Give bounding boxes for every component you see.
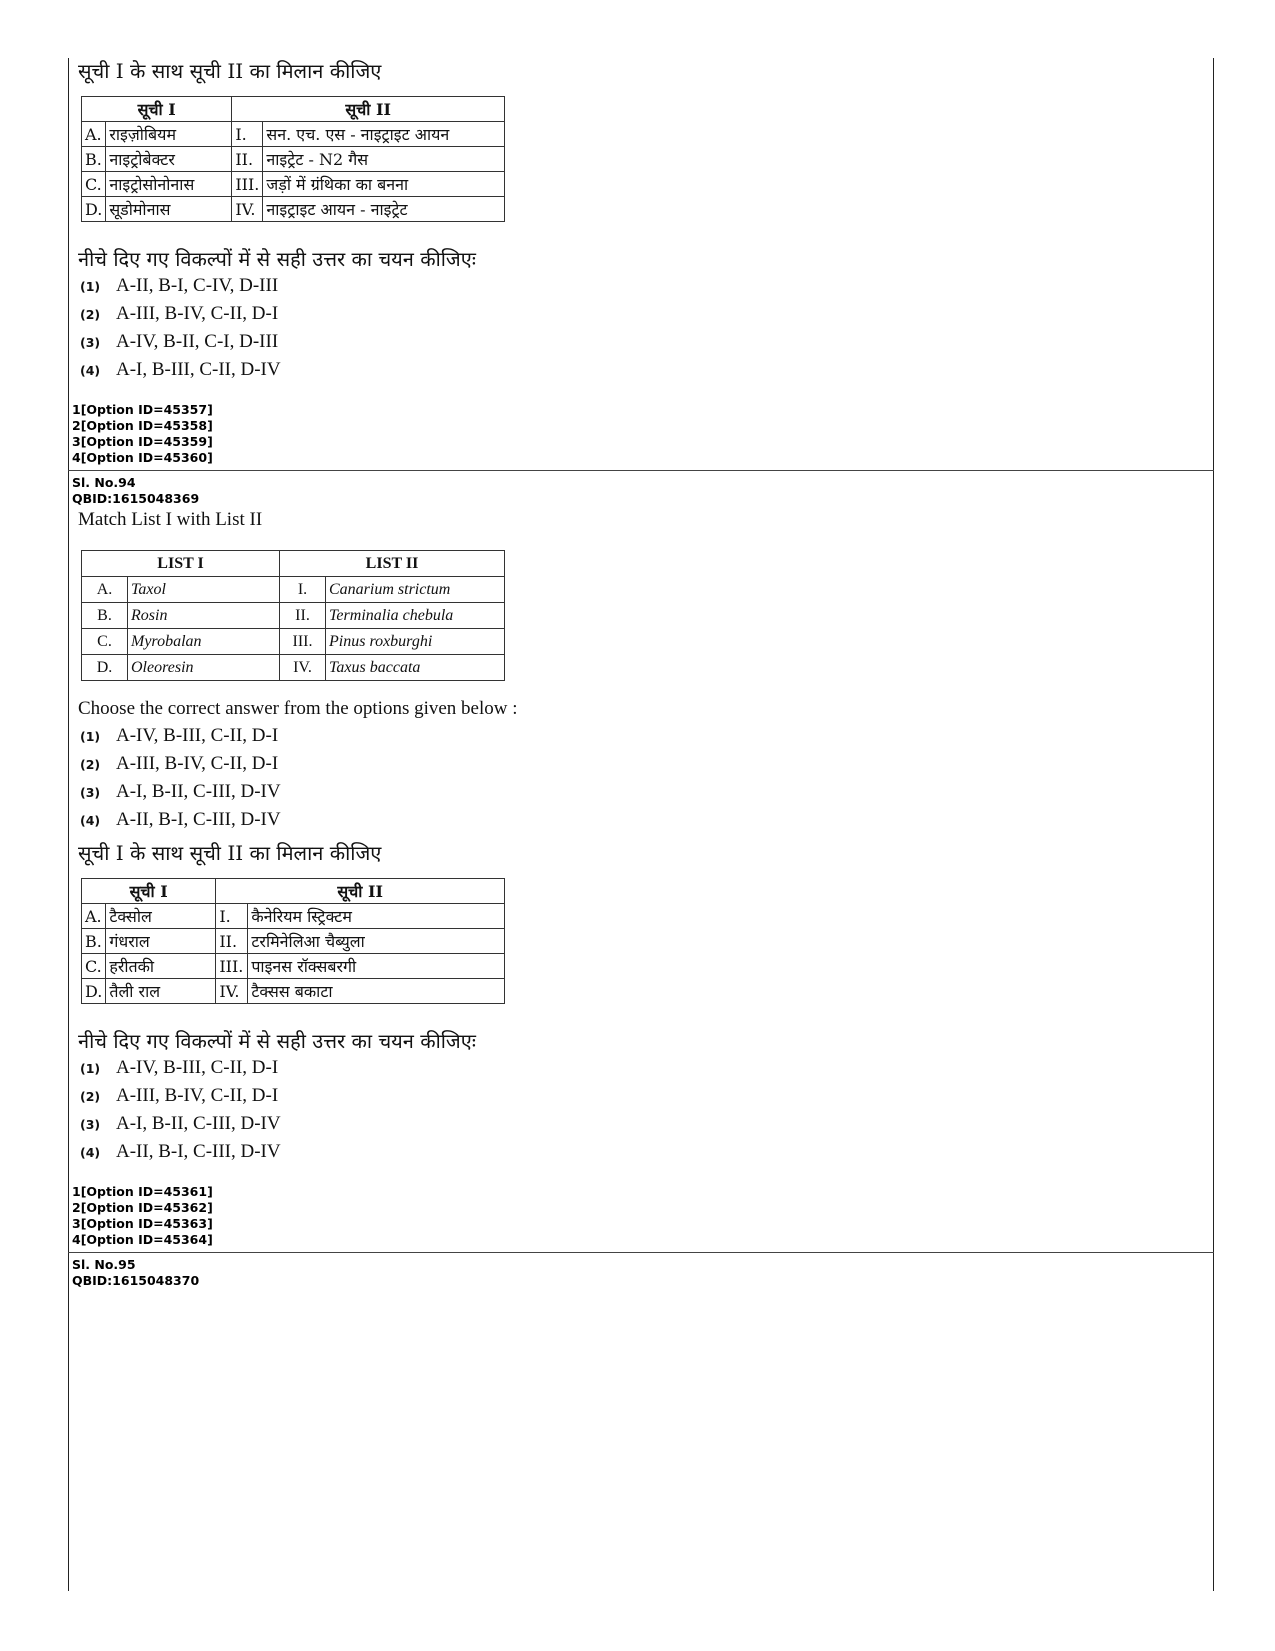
table-row bbox=[82, 655, 505, 681]
option-number: (2) bbox=[80, 756, 101, 772]
table-row bbox=[82, 577, 505, 603]
option-text: A-III, B-IV, C-II, D-I bbox=[116, 1085, 279, 1106]
option-text: A-II, B-I, C-III, D-IV bbox=[116, 1141, 281, 1162]
q93-option-ids bbox=[72, 402, 1202, 466]
row-numeral: IV. bbox=[216, 979, 248, 1004]
list1-item: तैली राल bbox=[106, 979, 216, 1004]
option-2[interactable] bbox=[80, 1082, 278, 1110]
option-1[interactable] bbox=[80, 722, 278, 750]
option-id: 3[Option ID=45359] bbox=[72, 434, 213, 449]
list2-item: जड़ों में ग्रंथिका का बनना bbox=[263, 172, 505, 197]
option-number: (1) bbox=[80, 278, 101, 294]
option-4[interactable] bbox=[80, 806, 281, 834]
list2-item: Taxus baccata bbox=[326, 655, 505, 681]
list1-item: टैक्सोल bbox=[106, 904, 216, 929]
q94-english-heading: Match List I with List II bbox=[78, 509, 263, 530]
table-header-list2: सूची II bbox=[216, 879, 505, 904]
list1-item: सूडोमोनास bbox=[106, 197, 232, 222]
row-letter: B. bbox=[82, 147, 106, 172]
list1-item: Rosin bbox=[128, 603, 280, 629]
q93-hindi-match-table bbox=[81, 96, 505, 222]
option-3[interactable] bbox=[80, 1110, 281, 1138]
option-text: A-III, B-IV, C-II, D-I bbox=[116, 303, 279, 324]
row-letter: D. bbox=[82, 655, 128, 681]
option-number: (4) bbox=[80, 812, 101, 828]
row-numeral: II. bbox=[280, 603, 326, 629]
q93-hindi-choose-prompt: नीचे दिए गए विकल्पों में से सही उत्तर का चयन कीजिएः bbox=[78, 247, 476, 271]
row-letter: B. bbox=[82, 929, 106, 954]
list2-item: Pinus roxburghi bbox=[326, 629, 505, 655]
list2-item: Canarium strictum bbox=[326, 577, 505, 603]
option-number: (1) bbox=[80, 1060, 101, 1076]
option-number: (3) bbox=[80, 784, 101, 800]
option-text: A-I, B-II, C-III, D-IV bbox=[116, 781, 281, 802]
table-header-list1: सूची I bbox=[82, 879, 216, 904]
list1-item: नाइट्रोसोनोनास bbox=[106, 172, 232, 197]
table-header-list1: LIST I bbox=[82, 551, 280, 577]
list2-item: सन. एच. एस - नाइट्राइट आयन bbox=[263, 122, 505, 147]
list1-item: नाइट्रोबेक्टर bbox=[106, 147, 232, 172]
q94-hindi-choose-prompt: नीचे दिए गए विकल्पों में से सही उत्तर का चयन कीजिएः bbox=[78, 1029, 476, 1053]
q94-header bbox=[72, 475, 1202, 507]
question-divider bbox=[68, 1252, 1214, 1253]
list2-item: नाइट्राइट आयन - नाइट्रेट bbox=[263, 197, 505, 222]
list1-item: Myrobalan bbox=[128, 629, 280, 655]
serial-number: Sl. No.95 bbox=[72, 1257, 136, 1272]
row-letter: C. bbox=[82, 172, 106, 197]
list2-item: टैक्सस बकाटा bbox=[248, 979, 505, 1004]
row-letter: A. bbox=[82, 122, 106, 147]
option-number: (3) bbox=[80, 334, 101, 350]
table-header-list2: सूची II bbox=[232, 97, 505, 122]
row-letter: D. bbox=[82, 979, 106, 1004]
row-letter: B. bbox=[82, 603, 128, 629]
table-row bbox=[82, 904, 505, 929]
list2-item: पाइनस रॉक्सबरगी bbox=[248, 954, 505, 979]
row-numeral: II. bbox=[232, 147, 263, 172]
option-4[interactable] bbox=[80, 1138, 281, 1166]
option-text: A-I, B-III, C-II, D-IV bbox=[116, 359, 281, 380]
table-row bbox=[82, 629, 505, 655]
list1-item: हरीतकी bbox=[106, 954, 216, 979]
table-header-list1: सूची I bbox=[82, 97, 232, 122]
row-numeral: III. bbox=[280, 629, 326, 655]
option-text: A-IV, B-II, C-I, D-III bbox=[116, 331, 279, 352]
option-number: (2) bbox=[80, 1088, 101, 1104]
table-row bbox=[82, 122, 505, 147]
q94-hindi-match-table bbox=[81, 878, 505, 1004]
option-id: 1[Option ID=45357] bbox=[72, 402, 213, 417]
row-letter: C. bbox=[82, 629, 128, 655]
row-numeral: I. bbox=[216, 904, 248, 929]
option-3[interactable] bbox=[80, 328, 278, 356]
option-id: 3[Option ID=45363] bbox=[72, 1216, 213, 1231]
option-4[interactable] bbox=[80, 356, 281, 384]
qbid: QBID:1615048369 bbox=[72, 491, 200, 506]
table-row bbox=[82, 979, 505, 1004]
option-2[interactable] bbox=[80, 750, 278, 778]
row-letter: A. bbox=[82, 904, 106, 929]
option-text: A-IV, B-III, C-II, D-I bbox=[116, 725, 279, 746]
q94-hindi-heading: सूची I के साथ सूची II का मिलान कीजिए bbox=[78, 841, 382, 865]
row-letter: C. bbox=[82, 954, 106, 979]
table-row bbox=[82, 603, 505, 629]
list1-item: Oleoresin bbox=[128, 655, 280, 681]
q95-header bbox=[72, 1257, 1202, 1289]
q93-hindi-heading: सूची I के साथ सूची II का मिलान कीजिए bbox=[78, 59, 382, 83]
option-number: (4) bbox=[80, 1144, 101, 1160]
q94-english-match-table bbox=[81, 550, 505, 681]
row-letter: D. bbox=[82, 197, 106, 222]
option-number: (1) bbox=[80, 728, 101, 744]
option-1[interactable] bbox=[80, 1054, 278, 1082]
row-numeral: III. bbox=[232, 172, 263, 197]
option-number: (4) bbox=[80, 362, 101, 378]
list2-item: Terminalia chebula bbox=[326, 603, 505, 629]
q94-option-ids bbox=[72, 1184, 1202, 1248]
table-row bbox=[82, 147, 505, 172]
option-1[interactable] bbox=[80, 272, 278, 300]
list2-item: टरमिनेलिआ चैब्युला bbox=[248, 929, 505, 954]
row-numeral: IV. bbox=[232, 197, 263, 222]
list2-item: कैनेरियम स्ट्रिक्टम bbox=[248, 904, 505, 929]
option-text: A-II, B-I, C-IV, D-III bbox=[116, 275, 279, 296]
option-text: A-I, B-II, C-III, D-IV bbox=[116, 1113, 281, 1134]
option-text: A-III, B-IV, C-II, D-I bbox=[116, 753, 279, 774]
option-number: (2) bbox=[80, 306, 101, 322]
option-number: (3) bbox=[80, 1116, 101, 1132]
option-id: 4[Option ID=45364] bbox=[72, 1232, 213, 1247]
row-letter: A. bbox=[82, 577, 128, 603]
row-numeral: II. bbox=[216, 929, 248, 954]
table-header-list2: LIST II bbox=[280, 551, 505, 577]
table-row bbox=[82, 172, 505, 197]
option-id: 4[Option ID=45360] bbox=[72, 450, 213, 465]
list1-item: Taxol bbox=[128, 577, 280, 603]
list1-item: गंधराल bbox=[106, 929, 216, 954]
option-id: 2[Option ID=45358] bbox=[72, 418, 213, 433]
qbid: QBID:1615048370 bbox=[72, 1273, 200, 1288]
table-row bbox=[82, 929, 505, 954]
table-row bbox=[82, 197, 505, 222]
option-3[interactable] bbox=[80, 778, 281, 806]
list2-item: नाइट्रेट - N2 गैस bbox=[263, 147, 505, 172]
q94-english-choose-prompt: Choose the correct answer from the options given below : bbox=[78, 698, 518, 719]
row-numeral: III. bbox=[216, 954, 248, 979]
option-text: A-IV, B-III, C-II, D-I bbox=[116, 1057, 279, 1078]
table-row bbox=[82, 954, 505, 979]
option-2[interactable] bbox=[80, 300, 278, 328]
list1-item: राइज़ोबियम bbox=[106, 122, 232, 147]
row-numeral: IV. bbox=[280, 655, 326, 681]
row-numeral: I. bbox=[232, 122, 263, 147]
serial-number: Sl. No.94 bbox=[72, 475, 136, 490]
row-numeral: I. bbox=[280, 577, 326, 603]
question-divider bbox=[68, 470, 1214, 471]
option-id: 1[Option ID=45361] bbox=[72, 1184, 213, 1199]
option-id: 2[Option ID=45362] bbox=[72, 1200, 213, 1215]
option-text: A-II, B-I, C-III, D-IV bbox=[116, 809, 281, 830]
